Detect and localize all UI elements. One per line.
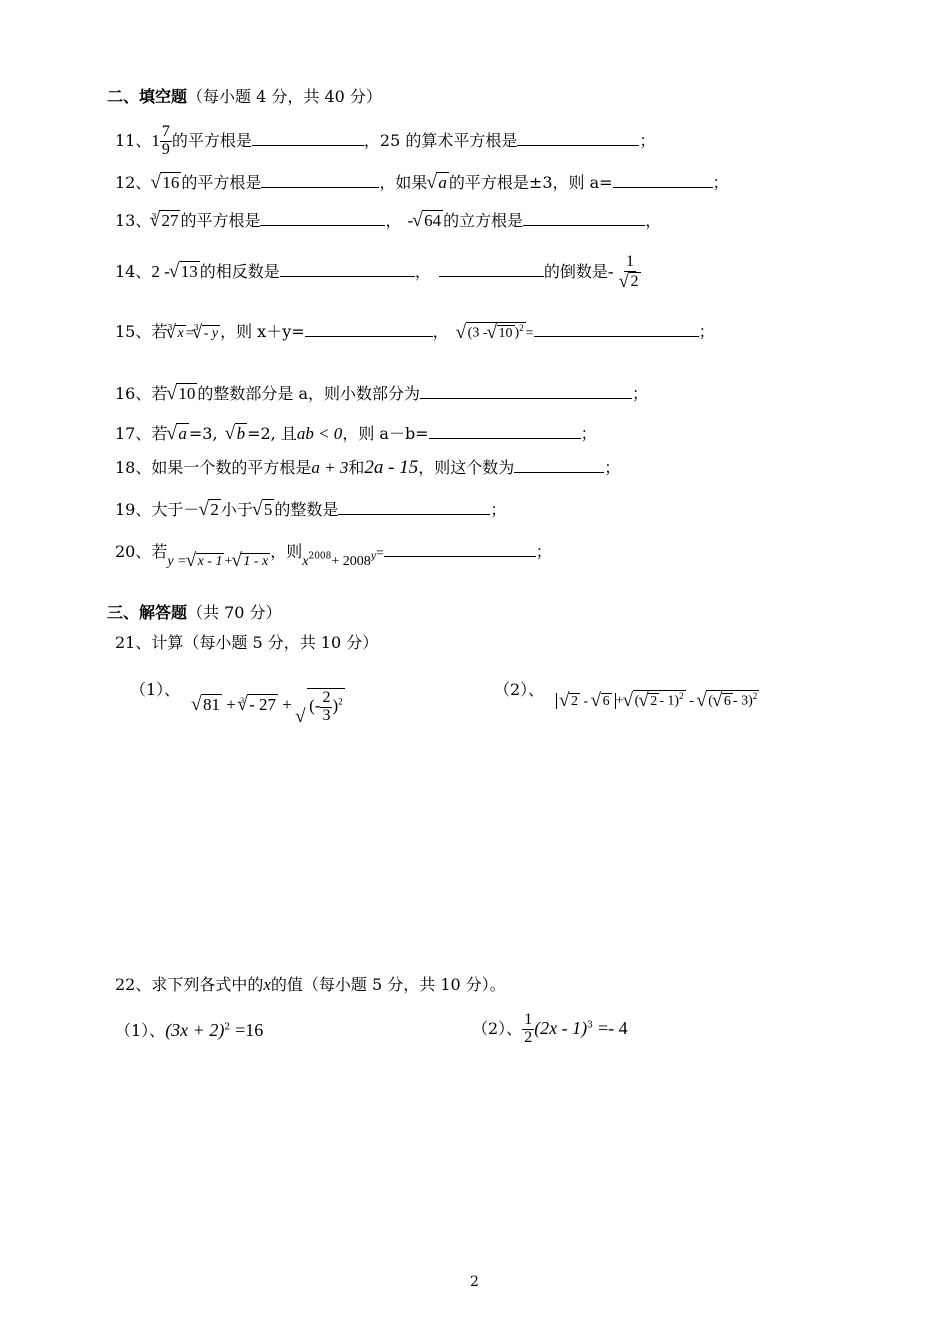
expression-1: a + 3	[311, 458, 349, 477]
question-number: 19、	[115, 500, 152, 519]
q18-text-1: 如果一个数的平方根是	[151, 458, 312, 477]
q15-text-3: ，	[432, 322, 449, 341]
radicand: 64	[424, 211, 442, 230]
question-12	[115, 172, 729, 191]
q11-text-3: ；	[639, 130, 656, 150]
minus-sign: -	[607, 261, 614, 281]
q19-text-4: ；	[490, 500, 507, 519]
q12-text-3: 的平方根是±3，则 a=	[448, 173, 613, 192]
q14-text-1: 的相反数是	[199, 261, 280, 281]
q19-text-2: 小于	[220, 500, 253, 519]
sqrt	[170, 261, 200, 280]
question-15	[115, 322, 715, 341]
sqrt	[624, 690, 686, 709]
question-17	[115, 423, 597, 442]
sqrt	[639, 693, 659, 709]
question-21-part-1-expr	[192, 688, 345, 725]
numerator: 1	[524, 1011, 533, 1028]
fraction	[522, 1012, 534, 1047]
question-number: 16、	[115, 384, 152, 403]
root-index: 3	[167, 323, 173, 332]
exponent: 2	[679, 691, 684, 701]
answer-blank-13b[interactable]	[523, 211, 645, 226]
expression-2: 2a - 15	[364, 457, 419, 478]
question-number: 14、	[115, 261, 152, 281]
cube-root	[193, 325, 220, 341]
denominator: 3	[322, 706, 331, 724]
paren-open: (	[708, 693, 713, 709]
lhs-y: y =	[167, 554, 187, 569]
sqrt	[427, 172, 449, 191]
radicand: b	[236, 424, 246, 443]
plus-sign: +	[282, 695, 292, 715]
variable-x: x	[263, 975, 271, 994]
question-number: 15、	[115, 322, 152, 341]
q14-text-3: 的倒数是	[543, 261, 608, 281]
question-number: 13、	[115, 211, 152, 230]
radicand: - y	[203, 326, 219, 341]
q16-text-1: 若	[151, 384, 168, 403]
radicand: 1 - x	[243, 554, 269, 569]
cube-root	[166, 325, 185, 341]
question-number: 20、	[115, 542, 152, 561]
sqrt	[167, 383, 197, 402]
question-21-part-1	[130, 682, 180, 698]
q13-text-1: 的平方根是	[180, 211, 261, 230]
rhs: =- 4	[598, 1017, 628, 1038]
page-number: 2	[470, 1274, 479, 1290]
radicand: a	[178, 424, 187, 443]
denominator: 9	[161, 140, 170, 158]
plus-sign: +	[226, 695, 236, 715]
exponent: 2	[224, 1022, 231, 1033]
radicand: 16	[162, 173, 180, 192]
question-22-part-2	[472, 1012, 628, 1047]
exponent: 2	[338, 696, 343, 707]
q18-text-3: ，则这个数为	[418, 458, 515, 477]
radicand: 13	[180, 261, 198, 281]
fraction	[160, 124, 172, 159]
question-number: 11、	[115, 130, 152, 150]
section-3-note: （共 70 分）	[187, 603, 282, 622]
radicand: x	[177, 326, 184, 341]
answer-blank-15b[interactable]	[534, 322, 699, 337]
question-21-part-2-expr	[556, 690, 759, 709]
answer-blank-17[interactable]	[429, 424, 581, 439]
answer-blank-12a[interactable]	[261, 173, 379, 188]
sqrt	[560, 693, 580, 709]
paren-close: - 3)	[732, 693, 753, 709]
question-11	[115, 124, 655, 159]
question-21-title: 21、计算（每小题 5 分，共 10 分）	[115, 633, 379, 652]
target-expression	[302, 550, 376, 569]
inner-open: (3 -	[467, 326, 488, 341]
sqrt	[226, 423, 248, 442]
question-number: 17、	[115, 424, 152, 443]
paren-open: (-	[309, 696, 321, 716]
answer-blank-16[interactable]	[420, 384, 632, 399]
paren-open: (	[634, 693, 640, 709]
expression: (3x + 2)	[165, 1020, 225, 1040]
exponent: 2008	[308, 551, 332, 562]
fraction	[618, 254, 643, 291]
plus-sign: +	[615, 693, 624, 709]
question-21-part-2	[494, 682, 544, 698]
question-14	[115, 254, 643, 291]
q12-text-4: ；	[712, 173, 729, 192]
q17-text-2: =3,	[188, 424, 218, 443]
sqrt	[167, 423, 189, 442]
part-label: （1）、	[115, 1021, 166, 1040]
radicand: 27	[161, 211, 179, 230]
root-index: 3	[193, 323, 199, 332]
question-18	[115, 458, 620, 477]
answer-blank-15a[interactable]	[305, 322, 433, 337]
sqrt	[413, 210, 443, 229]
q18-text-4: ；	[604, 458, 621, 477]
radicand: 10	[498, 326, 513, 341]
exponent: y	[370, 551, 376, 562]
question-13	[115, 210, 661, 229]
radicand: 2	[210, 500, 219, 519]
q12-text-2: ，如果	[379, 173, 428, 192]
q11-text-2: ，25 的算术平方根是	[363, 130, 518, 150]
equals-sign: =	[525, 326, 534, 341]
q12-text-1: 的平方根是	[181, 173, 262, 192]
cube-root	[150, 210, 180, 229]
section-2-heading	[107, 89, 382, 105]
q20-text-1: 若	[151, 542, 168, 561]
fraction	[320, 690, 332, 725]
q20-text-3: ；	[535, 542, 552, 561]
sqrt	[199, 499, 221, 518]
cube-root	[238, 694, 278, 713]
answer-blank-14b[interactable]	[439, 262, 544, 277]
section-3-heading	[107, 605, 282, 621]
radicand: x - 1	[197, 554, 223, 569]
sqrt	[232, 553, 270, 569]
sqrt	[620, 272, 641, 291]
sqrt	[151, 172, 181, 191]
denominator	[618, 272, 643, 291]
answer-blank-18[interactable]	[514, 458, 604, 473]
mixed-whole: 1	[151, 130, 160, 150]
radicand: 2	[630, 272, 639, 290]
q20-text-2: ，则	[270, 542, 303, 561]
question-22-title	[115, 976, 506, 993]
question-22-part-1	[115, 1021, 263, 1039]
sqrt	[457, 322, 526, 341]
question-number: 12、	[115, 173, 152, 192]
section-2-title: 二、填空题	[107, 87, 188, 106]
q22-text-1: 22、求下列各式中的	[115, 975, 264, 994]
sqrt	[296, 688, 345, 725]
expression-prefix: 2 -	[151, 261, 170, 281]
q11-text-1: 的平方根是	[171, 130, 252, 150]
q19-text-3: 的整数是	[274, 500, 339, 519]
inner-close: )	[514, 326, 520, 341]
rhs: =16	[235, 1020, 264, 1040]
base-x: x	[302, 554, 309, 569]
q17-text-4: ，则 a－b=	[342, 424, 429, 443]
q17-text-1: 若	[151, 424, 168, 443]
q17-text-5: ；	[580, 424, 597, 443]
numerator: 2	[322, 689, 331, 706]
part-label: （2）、	[472, 1018, 523, 1038]
section-3-title: 三、解答题	[107, 603, 188, 622]
radicand: 6	[723, 693, 731, 709]
answer-blank-11b[interactable]	[517, 131, 639, 146]
absolute-value	[556, 693, 616, 709]
numerator: 7	[161, 123, 170, 140]
answer-blank-12b[interactable]	[613, 173, 713, 188]
question-19	[115, 499, 506, 518]
expression: (2x - 1)	[534, 1017, 588, 1038]
q16-text-3: ；	[632, 384, 649, 403]
minus-sign: -	[407, 211, 414, 230]
radicand: - 27	[249, 695, 277, 715]
equals-sign: =	[185, 326, 194, 341]
part-label: （1）、	[130, 680, 181, 699]
minus-sign: -	[583, 693, 589, 709]
sqrt	[592, 693, 612, 709]
answer-blank-13a[interactable]	[260, 211, 385, 226]
radicand: 10	[178, 384, 196, 403]
exponent: 2	[752, 691, 758, 701]
sqrt	[488, 325, 515, 341]
q18-text-2: 和	[348, 458, 365, 477]
radicand: 2	[650, 693, 658, 709]
sqrt	[697, 690, 759, 709]
radicand: 6	[602, 693, 610, 709]
answer-blank-14a[interactable]	[280, 262, 415, 277]
q15-text-4: ；	[698, 322, 715, 341]
q14-text-2: ，	[414, 261, 431, 281]
sqrt	[192, 694, 222, 713]
question-20	[115, 542, 552, 569]
sqrt	[253, 499, 275, 518]
radicand: a	[438, 173, 447, 192]
radicand: 81	[203, 695, 220, 715]
plus-sign: +	[224, 554, 233, 569]
q15-text-2: ，则 x＋y=	[220, 322, 305, 341]
radicand: 2	[571, 693, 578, 709]
q13-text-2: ，	[385, 211, 402, 230]
radicand: 5	[263, 500, 273, 519]
sqrt	[187, 553, 225, 569]
denominator: 2	[524, 1028, 533, 1046]
answer-blank-19[interactable]	[338, 500, 490, 515]
exponent: 3	[587, 1020, 593, 1031]
equals-sign: =	[375, 546, 384, 561]
section-2-note: （每小题 4 分，共 40 分）	[187, 87, 382, 106]
inequality: ab < 0	[296, 424, 343, 443]
q16-text-2: 的整数部分是 a，则小数部分为	[197, 384, 421, 403]
root-index: 3	[151, 212, 157, 221]
answer-blank-11a[interactable]	[252, 131, 364, 146]
question-16	[115, 383, 648, 402]
plus-2008: + 2008	[331, 554, 371, 569]
numerator: 1	[626, 253, 635, 270]
minus-sign: -	[689, 693, 694, 709]
root-index: 3	[240, 696, 245, 706]
paren-close: )	[332, 696, 339, 716]
q15-text-1: 若	[151, 322, 168, 341]
q13-text-3: 的立方根是	[443, 211, 524, 230]
q13-text-4: ，	[645, 211, 662, 230]
q19-text-1: 大于－	[151, 500, 200, 519]
q22-text-2: 的值（每小题 5 分，共 10 分）。	[270, 975, 506, 994]
q17-text-3: =2, 且	[247, 424, 297, 443]
answer-blank-20[interactable]	[384, 542, 536, 557]
question-number: 18、	[115, 458, 152, 477]
sqrt	[713, 693, 733, 709]
part-label: （2）、	[494, 680, 545, 699]
exponent: 2	[519, 323, 524, 334]
paren-close: - 1)	[659, 693, 680, 709]
